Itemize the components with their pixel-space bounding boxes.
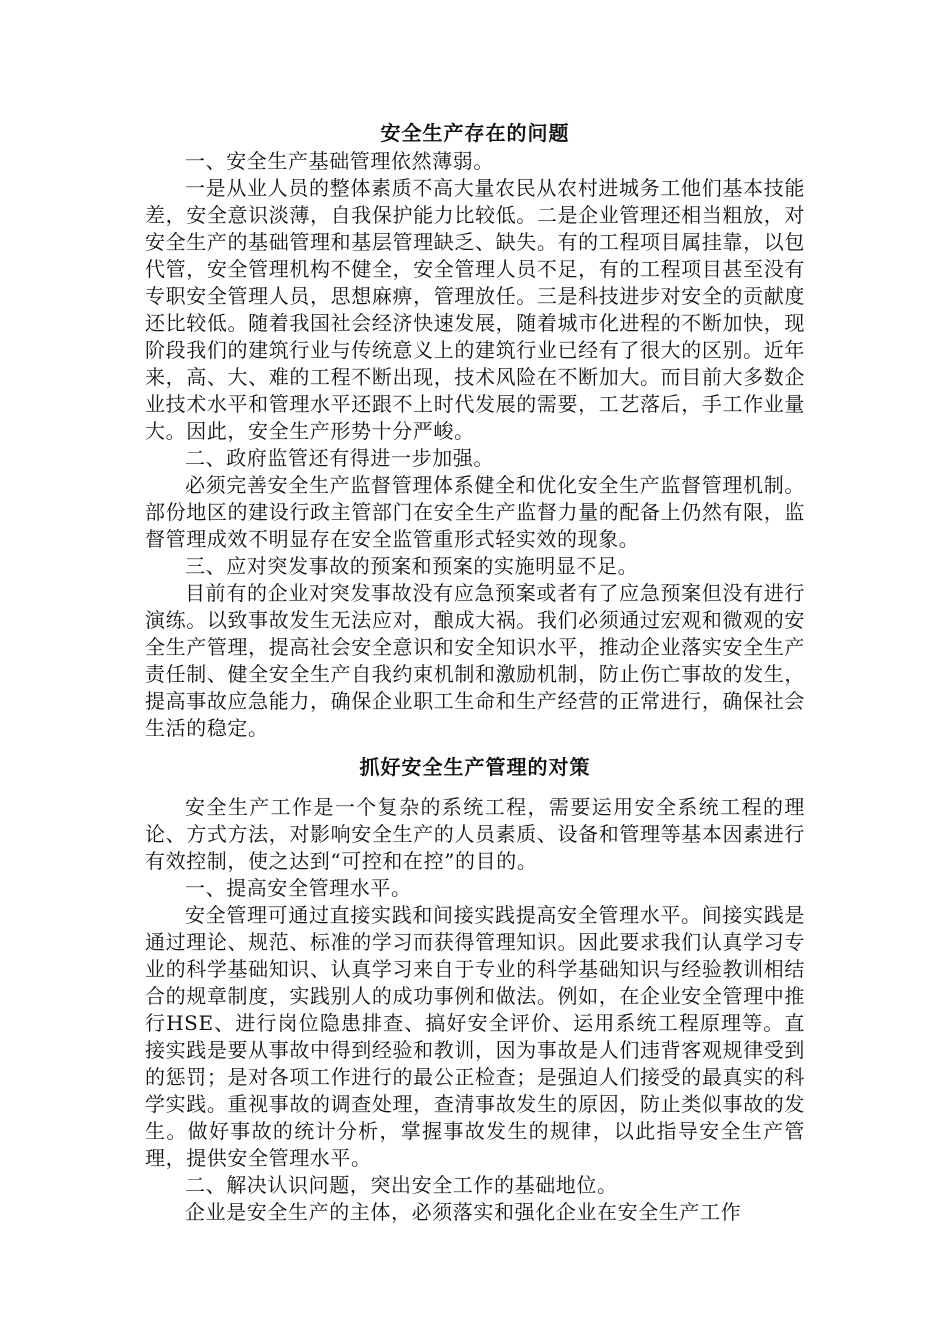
heading-point-1: 一、安全生产基础管理依然薄弱。 [185,149,494,173]
heading-point-2: 二、解决认识问题，突出安全工作的基础地位。 [185,1173,618,1197]
paragraph-body: 安全生产工作是一个复杂的系统工程，需要运用安全系统工程的理论、方式方法，对影响安全生产的人员素质、设备和管理等基本因素进行有效控制，使之达到“可控和在控”的目的。 [145,795,805,873]
paragraph-body: 目前有的企业对突发事故没有应急预案或者有了应急预案但没有进行演练。以致事故发生无法应对，酿成大祸。我们必须通过宏观和微观的安全生产管理，提高社会安全意识和安全知识水平，推动企业落实安全生产责任制、健全安全生产自我约束机制和激励机制，防止伤亡事故的发生，提高事故应急能力，确保企业职工生命和生产经营的正常进行，确保社会生活的稳定。 [145,581,805,740]
paragraph-body: 必须完善安全生产监督管理体系健全和优化安全生产监督管理机制。部份地区的建设行政主管部门在安全生产监督力量的配备上仍然有限，监督管理成效不明显存在安全监管重形式轻实效的现象。 [145,473,805,551]
paragraph-body: 企业是安全生产的主体，必须落实和强化企业在安全生产工作 [185,1200,742,1224]
paragraph-body: 一是从业人员的整体素质不高大量农民从农村进城务工他们基本技能差，安全意识淡薄，自我保护能力比较低。二是企业管理还相当粗放，对安全生产的基础管理和基层管理缺乏、缺失。有的工程项目属挂靠，以包代管，安全管理机构不健全，安全管理人员不足，有的工程项目甚至没有专职安全管理人员，思想麻痹，管理放任。三是科技进步对安全的贡献度还比较低。随着我国社会经济快速发展，随着城市化进程的不断加快，现阶段我们的建筑行业与传统意义上的建筑行业已经有了很大的区别。近年来，高、大、难的工程不断出现，技术风险在不断加大。而目前大多数企业技术水平和管理水平还跟不上时代发展的需要，工艺落后，手工作业量大。因此，安全生产形势十分严峻。 [145,176,805,443]
section-title-problems: 安全生产存在的问题 [380,121,570,145]
heading-point-1: 一、提高安全管理水平。 [185,876,412,900]
paragraph-body: 安全管理可通过直接实践和间接实践提高安全管理水平。间接实践是通过理论、规范、标准的学习而获得管理知识。因此要求我们认真学习专业的科学基础知识、认真学习来自于专业的科学基础知识与经验教训相结合的规章制度，实践别人的成功事例和做法。例如，在企业安全管理中推行HSE、进行岗位隐患排查、搞好安全评价、运用系统工程原理等。直接实践是要从事故中得到经验和教训，因为事故是人们违背客观规律受到的惩罚；是对各项工作进行的最公正检查；是强迫人们接受的最真实的科学实践。重视事故的调查处理，查清事故发生的原因，防止类似事故的发生。做好事故的统计分析，掌握事故发生的规律，以此指导安全生产管理，提供安全管理水平。 [145,903,805,1170]
section-title-measures: 抓好安全生产管理的对策 [359,755,591,779]
document-body [145,118,805,1226]
heading-point-3: 三、应对突发事故的预案和预案的实施明显不足。 [185,554,639,578]
heading-point-2: 二、政府监管还有得进一步加强。 [185,446,494,470]
